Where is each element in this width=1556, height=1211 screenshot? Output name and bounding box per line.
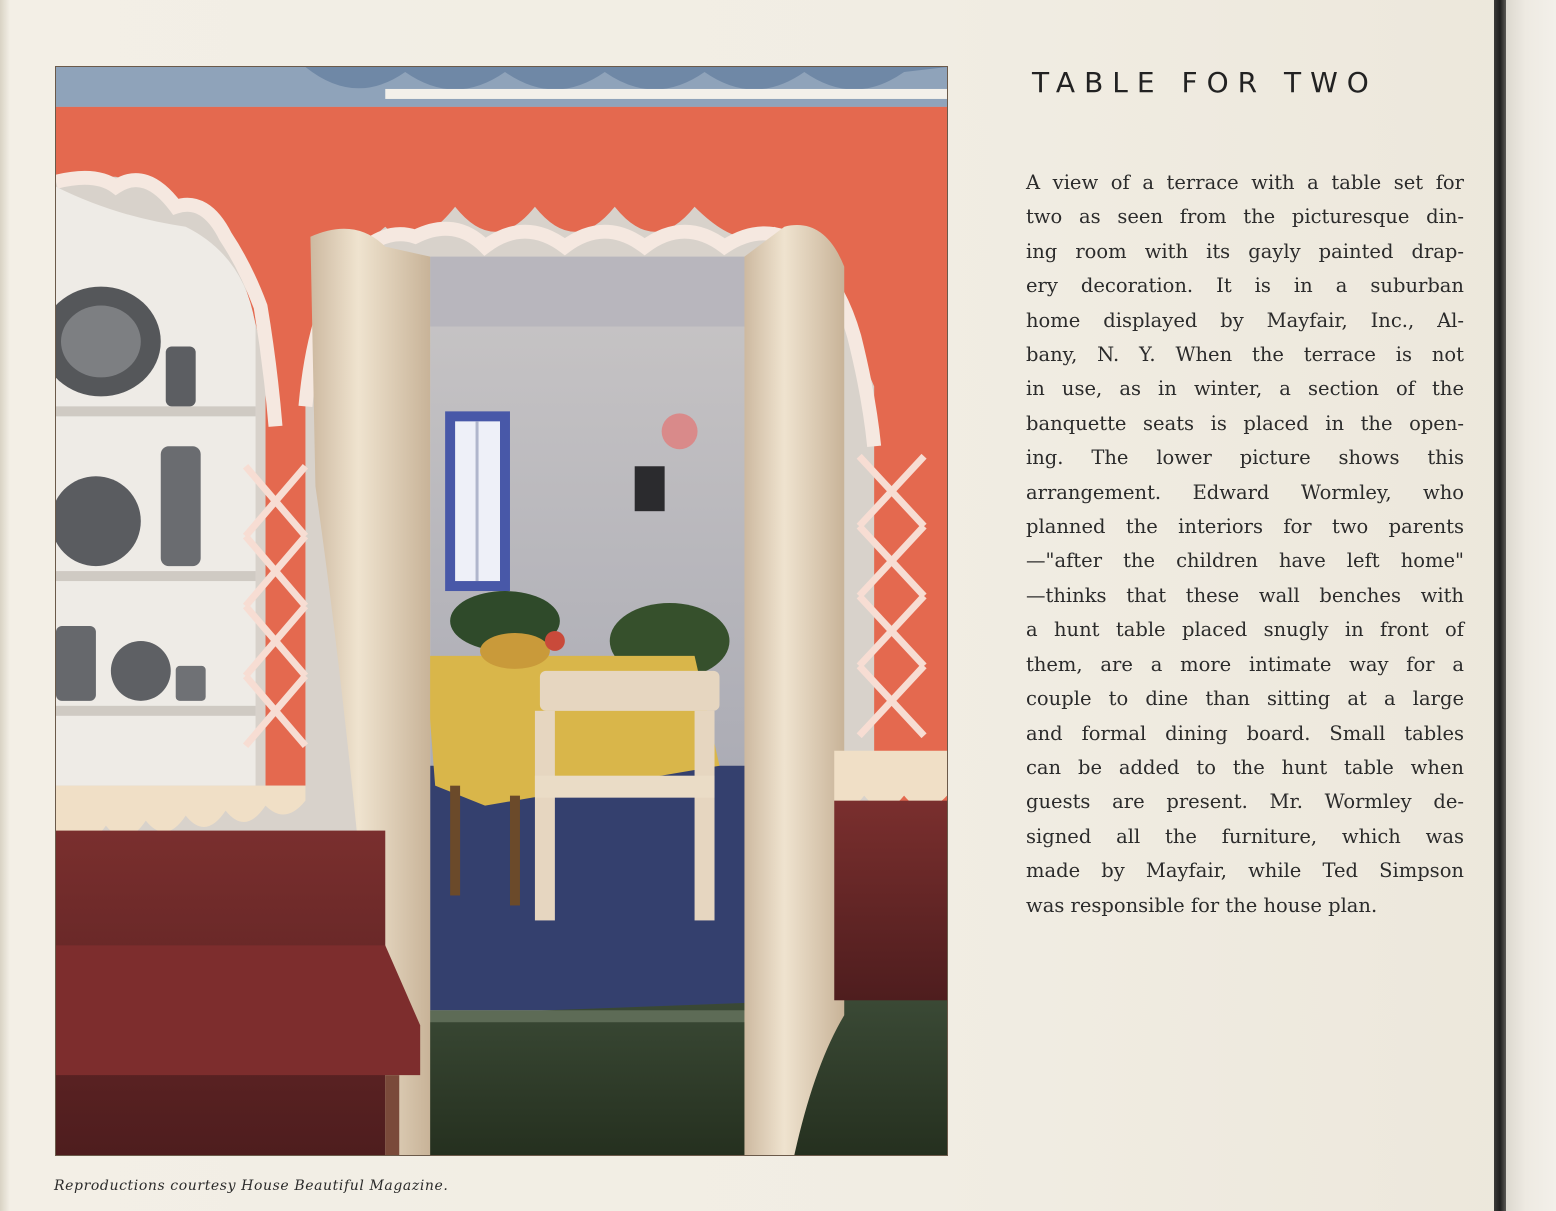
room-photograph: [55, 66, 948, 1156]
body-line: —thinks that these wall benches with: [1026, 583, 1464, 607]
facing-page-edge: [1506, 0, 1556, 1211]
body-line: arrangement. Edward Wormley, who: [1026, 480, 1464, 504]
body-line: home displayed by Mayfair, Inc., Al-: [1026, 308, 1464, 332]
body-line: a hunt table placed snugly in front of: [1026, 618, 1464, 642]
body-line: —"after the children have left home": [1026, 549, 1464, 573]
body-line: signed all the furniture, which was: [1026, 824, 1464, 848]
body-line: was responsible for the house plan.: [1026, 893, 1378, 917]
page-heading: TABLE FOR TWO: [1032, 66, 1378, 99]
body-line: ery decoration. It is in a suburban: [1026, 274, 1464, 298]
page-edge-shadow: [0, 0, 10, 1211]
book-spine: [1494, 0, 1506, 1211]
body-line: ing. The lower picture shows this: [1026, 446, 1464, 470]
photo-illustration: [56, 67, 947, 1155]
body-line: couple to dine than sitting at a large: [1026, 687, 1464, 711]
body-line: can be added to the hunt table when: [1026, 755, 1464, 779]
article-body: [1026, 166, 1464, 923]
body-line: two as seen from the picturesque din-: [1026, 205, 1464, 229]
body-line: made by Mayfair, while Ted Simpson: [1026, 859, 1464, 883]
body-line: ing room with its gayly painted drap-: [1026, 239, 1464, 263]
body-line: A view of a terrace with a table set for: [1026, 171, 1464, 194]
body-line: planned the interiors for two parents: [1026, 515, 1464, 539]
body-line: banquette seats is placed in the open-: [1026, 411, 1464, 435]
body-line: in use, as in winter, a section of the: [1026, 377, 1464, 401]
body-line: bany, N. Y. When the terrace is not: [1026, 343, 1464, 367]
body-line: and formal dining board. Small tables: [1026, 721, 1464, 745]
photo-credit-caption: Reproductions courtesy House Beautiful Magazine.: [54, 1178, 449, 1194]
body-line: them, are a more intimate way for a: [1026, 652, 1464, 676]
body-line: guests are present. Mr. Wormley de-: [1026, 790, 1464, 814]
